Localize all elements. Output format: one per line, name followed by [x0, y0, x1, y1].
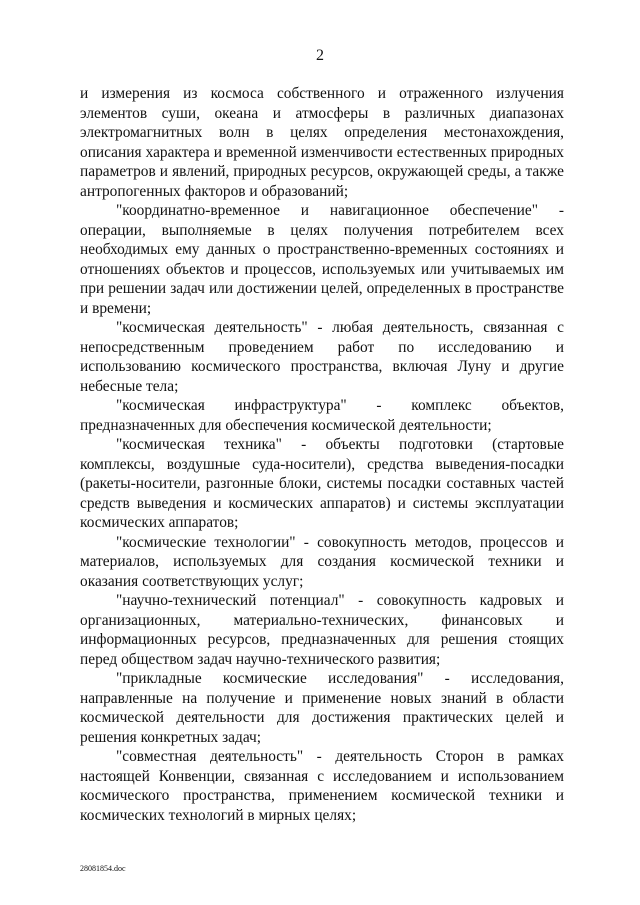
- paragraph: "прикладные космические исследования" - исследования, направленные на получение и применение новых знаний в области космической деятельности для достижения практических целей и решения конкретных задач;: [80, 670, 564, 746]
- paragraph: "космическая деятельность" - любая деятельность, связанная с непосредственным проведением работ по исследованию и использованию космического пространства, включая Луну и другие небесные тела;: [80, 319, 564, 395]
- footer-filename: 28081854.doc: [80, 864, 126, 873]
- paragraph: и измерения из космоса собственного и отраженного излучения элементов суши, океана и атмосферы в различных диапазонах электромагнитных волн в целях определения местонахождения, описания характера и временной изменчивости естественных природных параметров и явлений, природных ресурсов, окружающей среды, а также антропогенных факторов и образований;: [80, 85, 564, 200]
- paragraph: "космическая техника" - объекты подготовки (стартовые комплексы, воздушные суда-носители), средства выведения-посадки (ракеты-носители, разгонные блоки, системы посадки составных частей средств выведения и космических аппаратов) и системы эксплуатации космических аппаратов;: [80, 436, 564, 531]
- document-body: [80, 84, 564, 825]
- page-number: 2: [316, 47, 324, 64]
- paragraph: "совместная деятельность" - деятельность Сторон в рамках настоящей Конвенции, связанная с исследованием и использованием космического пространства, применением космической техники и космических технологий в мирных целях;: [80, 748, 564, 824]
- paragraph: "координатно-временное и навигационное обеспечение" - операции, выполняемые в целях получения потребителем всех необходимых ему данных о пространственно-временных состояниях и отношениях объектов и процессов, используемых или учитываемых им при решении задач или достижении целей, определенных в пространстве и времени;: [80, 202, 564, 317]
- paragraph: "научно-технический потенциал" - совокупность кадровых и организационных, материально-технических, финансовых и информационных ресурсов, предназначенных для решения стоящих перед обществом задач научно-технического развития;: [80, 592, 564, 668]
- paragraph: "космические технологии" - совокупность методов, процессов и материалов, используемых для создания космической техники и оказания соответствующих услуг;: [80, 533, 564, 590]
- paragraph: "космическая инфраструктура" - комплекс объектов, предназначенных для обеспечения космической деятельности;: [80, 397, 564, 434]
